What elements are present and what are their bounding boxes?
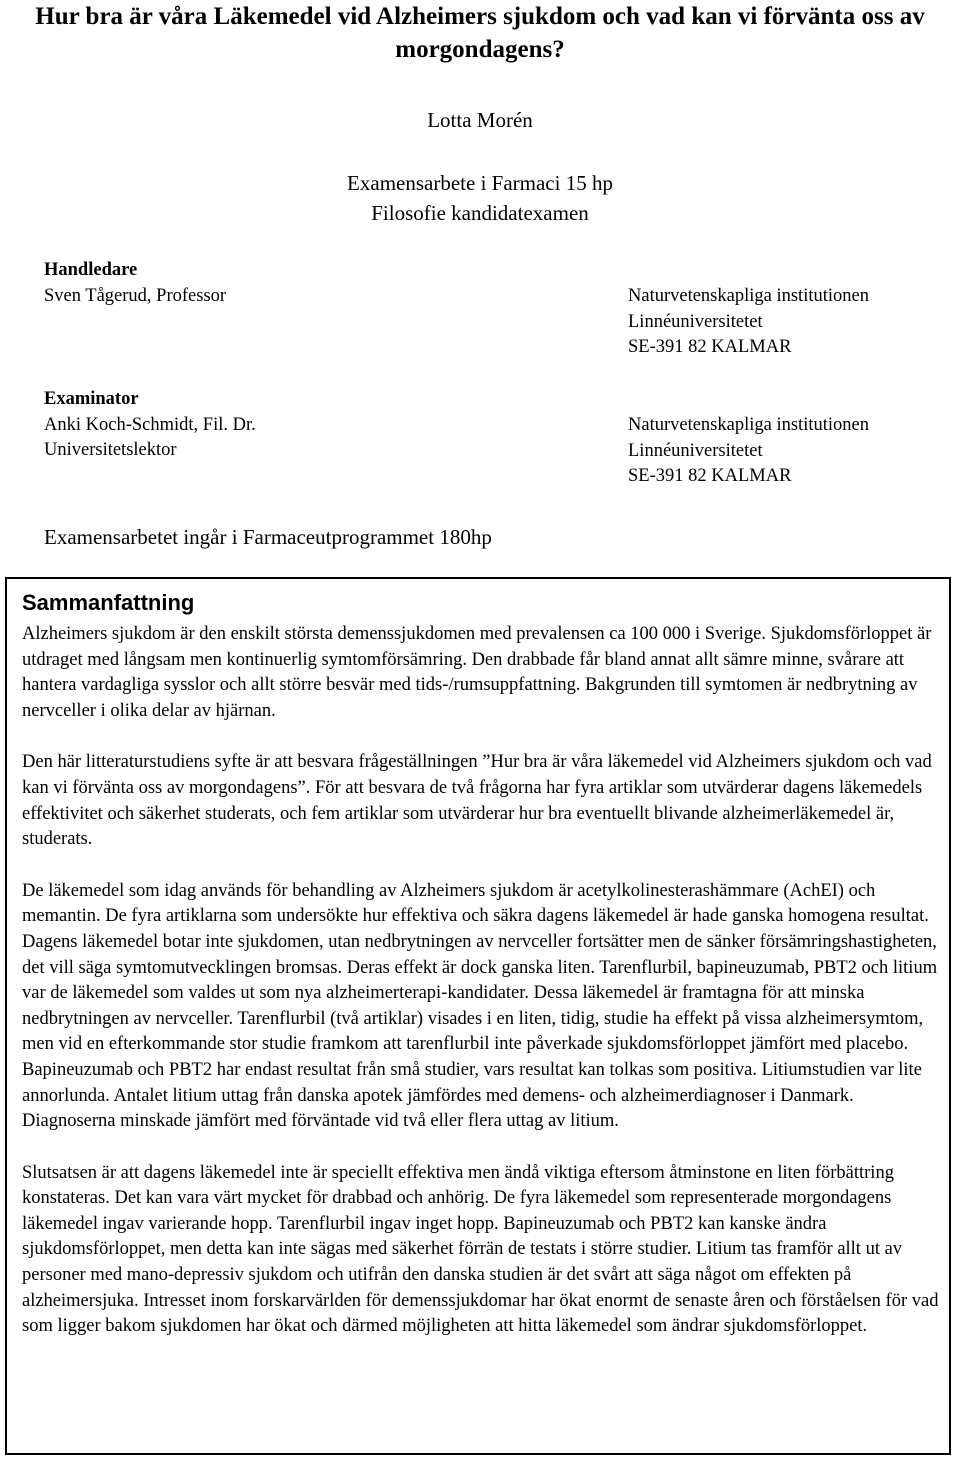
thesis-type: Examensarbete i Farmaci 15 hp	[347, 171, 613, 195]
program-note: Examensarbetet ingår i Farmaceutprogrammet 180hp	[44, 525, 492, 549]
summary-box	[5, 577, 951, 1455]
summary-paragraph: Slutsatsen är att dagens läkemedel inte är speciellt effektiva men ändå viktiga eftersom åtminstone en liten förbättring konstateras. Det kan vara värt mycket för drabbad och anhörig. De fyra läkemedel som representerade morgondagens läkemedel ingav varierande hopp. Tarenflurbil ingav inget hopp. Bapineuzumab och PBT2 kan kanske ändra sjukdomsförloppet, men detta kan inte sägas med säkerhet förrän de testats i större studier. Litium tas framför allt ut av personer med mano-depressiv sjukdom och utifrån den danska studien är det svårt att säga något om effekten på alzheimersjuka. Intresset inom forskarvärlden för demenssjukdomar har ökat enormt de senaste åren och förståelsen för vad som ligger bakom sjukdomen har ökat och därmed möjligheten att hitta läkemedel som ändrar sjukdomsförloppet.	[22, 1162, 939, 1337]
examiner-name: Anki Koch-Schmidt, Fil. Dr.	[44, 414, 256, 435]
supervisor-university: Linnéuniversitetet	[628, 311, 763, 332]
summary-paragraph: Alzheimers sjukdom är den enskilt största demenssjukdomen med prevalensen ca 100 000 i Sverige. Sjukdomsförloppet är utdraget med långsam men kontinuerlig symtomförsämring. Den drabbade får bland annat allt sämre minne, svårare att hantera vardagliga sysslor och allt större besvär med tids-/rumsuppfattning. Bakgrunden till symtomen är nedbrytning av nervceller i olika delar av hjärnan.	[22, 624, 932, 721]
supervisor-name: Sven Tågerud, Professor	[44, 285, 227, 306]
summary-paragraph: Den här litteraturstudiens syfte är att besvara frågeställningen ”Hur bra är våra läkemedel vid Alzheimers sjukdom och vad kan vi förvänta oss av morgondagens”. För att besvara de två frågorna har fyra artiklar som utvärderar dagens läkemedels effektivitet och säkerhet studerats, och fem artiklar som utvärderar hur bra eventuellt blivande alzheimerläkemedel är, studerats.	[22, 752, 932, 850]
examiner-role: Universitetslektor	[44, 440, 177, 460]
examiner-address: SE-391 82 KALMAR	[628, 466, 792, 486]
supervisor-department: Naturvetenskapliga institutionen	[628, 286, 869, 306]
author-name: Lotta Morén	[427, 108, 533, 132]
supervisor-address: SE-391 82 KALMAR	[628, 337, 792, 357]
supervisor-heading: Handledare	[44, 260, 138, 280]
examiner-department: Naturvetenskapliga institutionen	[628, 415, 869, 435]
examiner-block	[44, 387, 256, 464]
summary-heading: Sammanfattning	[22, 590, 195, 615]
examiner-heading: Examinator	[44, 389, 139, 409]
examiner-university: Linnéuniversitetet	[628, 440, 763, 461]
summary-paragraph: De läkemedel som idag används för behandling av Alzheimers sjukdom är acetylkolinesterashämmare (AchEI) och memantin. De fyra artiklarna som undersökte hur effektiva och säkra dagens läkemedel är hade ganska homogena resultat. Dagens läkemedel botar inte sjukdomen, utan nedbrytningen av nervceller fortsätter men de sänker försämringshastigheten, det vill säga symtomutvecklingen bromsas. Deras effekt är dock ganska liten. Tarenflurbil, bapineuzumab, PBT2 och litium var de läkemedel som valdes ut som nya alzheimerterapi-kandidater. Dessa läkemedel är framtagna för att minska nedbrytningen av nervceller. Tarenflurbil (två artiklar) visades i en liten, tidig, studie ha effekt på vissa alzheimersymtom, men vid en efterkommande stor studie framkom att tarenflurbil inte påverkade sjukdomsförloppet jämfört med placebo. Bapineuzumab och PBT2 har endast resultat från små studier, vars resultat kan tolkas som positiva. Litiumstudien var lite annorlunda. Antalet litium uttag från danska apotek jämfördes med demens- och alzheimerdiagnoser i Danmark. Diagnoserna minskade jämfört med förväntade vid två eller flera uttag av litium.	[22, 880, 938, 1132]
degree-name: Filosofie kandidatexamen	[371, 201, 589, 225]
examiner-affiliation	[628, 413, 869, 490]
supervisor-affiliation	[628, 284, 869, 361]
supervisor-block	[44, 258, 226, 309]
document-title: Hur bra är våra Läkemedel vid Alzheimers sjukdom och vad kan vi förvänta oss av morgondagens?	[35, 3, 925, 63]
